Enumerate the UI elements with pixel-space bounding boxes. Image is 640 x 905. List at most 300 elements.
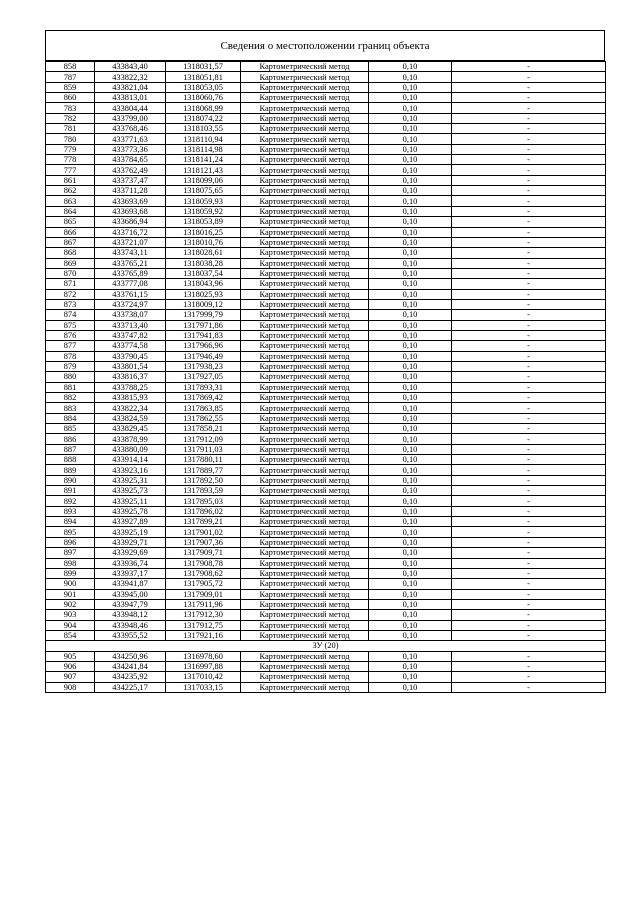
method-cell: Картометрический метод — [241, 155, 369, 165]
accuracy-cell: 0,10 — [369, 289, 452, 299]
accuracy-cell: 0,10 — [369, 93, 452, 103]
point-number: 866 — [46, 227, 95, 237]
accuracy-cell: 0,10 — [369, 186, 452, 196]
description-cell: - — [452, 144, 606, 154]
x-coordinate: 433747,82 — [95, 330, 166, 340]
method-cell: Картометрический метод — [241, 268, 369, 278]
coordinates-table — [45, 61, 606, 693]
x-coordinate: 433829,45 — [95, 424, 166, 434]
description-cell: - — [452, 661, 606, 671]
point-number: 874 — [46, 310, 95, 320]
method-cell: Картометрический метод — [241, 196, 369, 206]
description-cell: - — [452, 413, 606, 423]
y-coordinate: 1318060,76 — [166, 93, 241, 103]
table-row — [46, 217, 606, 227]
method-cell: Картометрический метод — [241, 682, 369, 692]
y-coordinate: 1317033,15 — [166, 682, 241, 692]
boundary-document — [45, 30, 605, 693]
table-row — [46, 610, 606, 620]
document-title: Сведения о местоположении границ объекта — [45, 30, 605, 61]
method-cell: Картометрический метод — [241, 299, 369, 309]
x-coordinate: 434250,96 — [95, 651, 166, 661]
table-row — [46, 527, 606, 537]
accuracy-cell: 0,10 — [369, 310, 452, 320]
y-coordinate: 1318037,54 — [166, 268, 241, 278]
x-coordinate: 433914,14 — [95, 455, 166, 465]
method-cell: Картометрический метод — [241, 610, 369, 620]
coordinates-body-section — [46, 651, 606, 692]
point-number: 865 — [46, 217, 95, 227]
accuracy-cell: 0,10 — [369, 672, 452, 682]
x-coordinate: 433693,69 — [95, 196, 166, 206]
method-cell: Картометрический метод — [241, 599, 369, 609]
description-cell: - — [452, 82, 606, 92]
y-coordinate: 1318053,05 — [166, 82, 241, 92]
y-coordinate: 1317912,30 — [166, 610, 241, 620]
method-cell: Картометрический метод — [241, 124, 369, 134]
method-cell: Картометрический метод — [241, 455, 369, 465]
accuracy-cell: 0,10 — [369, 568, 452, 578]
point-number: 899 — [46, 568, 95, 578]
description-cell: - — [452, 72, 606, 82]
description-cell: - — [452, 279, 606, 289]
x-coordinate: 433737,47 — [95, 175, 166, 185]
x-coordinate: 433936,74 — [95, 558, 166, 568]
point-number: 859 — [46, 82, 95, 92]
y-coordinate: 1317999,79 — [166, 310, 241, 320]
y-coordinate: 1317966,96 — [166, 341, 241, 351]
accuracy-cell: 0,10 — [369, 403, 452, 413]
y-coordinate: 1317908,62 — [166, 568, 241, 578]
table-row — [46, 403, 606, 413]
description-cell: - — [452, 299, 606, 309]
y-coordinate: 1317895,03 — [166, 496, 241, 506]
x-coordinate: 433773,36 — [95, 144, 166, 154]
y-coordinate: 1317896,02 — [166, 506, 241, 516]
point-number: 891 — [46, 486, 95, 496]
point-number: 906 — [46, 661, 95, 671]
description-cell: - — [452, 465, 606, 475]
y-coordinate: 1316978,60 — [166, 651, 241, 661]
point-number: 894 — [46, 517, 95, 527]
method-cell: Картометрический метод — [241, 672, 369, 682]
x-coordinate: 433743,11 — [95, 248, 166, 258]
x-coordinate: 433799,00 — [95, 113, 166, 123]
x-coordinate: 433693,68 — [95, 206, 166, 216]
point-number: 863 — [46, 196, 95, 206]
x-coordinate: 433762,49 — [95, 165, 166, 175]
point-number: 862 — [46, 186, 95, 196]
method-cell: Картометрический метод — [241, 568, 369, 578]
method-cell: Картометрический метод — [241, 175, 369, 185]
accuracy-cell: 0,10 — [369, 475, 452, 485]
description-cell: - — [452, 217, 606, 227]
method-cell: Картометрический метод — [241, 403, 369, 413]
accuracy-cell: 0,10 — [369, 610, 452, 620]
accuracy-cell: 0,10 — [369, 82, 452, 92]
table-row — [46, 455, 606, 465]
point-number: 901 — [46, 589, 95, 599]
method-cell: Картометрический метод — [241, 651, 369, 661]
accuracy-cell: 0,10 — [369, 165, 452, 175]
point-number: 875 — [46, 320, 95, 330]
description-cell: - — [452, 444, 606, 454]
accuracy-cell: 0,10 — [369, 496, 452, 506]
y-coordinate: 1318053,89 — [166, 217, 241, 227]
y-coordinate: 1317892,50 — [166, 475, 241, 485]
y-coordinate: 1317911,96 — [166, 599, 241, 609]
description-cell: - — [452, 227, 606, 237]
table-row — [46, 372, 606, 382]
y-coordinate: 1317869,42 — [166, 393, 241, 403]
x-coordinate: 433761,15 — [95, 289, 166, 299]
accuracy-cell: 0,10 — [369, 579, 452, 589]
accuracy-cell: 0,10 — [369, 589, 452, 599]
accuracy-cell: 0,10 — [369, 134, 452, 144]
table-row — [46, 93, 606, 103]
point-number: 883 — [46, 403, 95, 413]
x-coordinate: 433929,71 — [95, 537, 166, 547]
x-coordinate: 433804,44 — [95, 103, 166, 113]
y-coordinate: 1318068,99 — [166, 103, 241, 113]
x-coordinate: 433929,69 — [95, 548, 166, 558]
y-coordinate: 1317901,02 — [166, 527, 241, 537]
description-cell: - — [452, 258, 606, 268]
table-row — [46, 475, 606, 485]
table-row — [46, 424, 606, 434]
description-cell: - — [452, 486, 606, 496]
x-coordinate: 433948,12 — [95, 610, 166, 620]
table-row — [46, 589, 606, 599]
accuracy-cell: 0,10 — [369, 320, 452, 330]
x-coordinate: 433945,00 — [95, 589, 166, 599]
description-cell: - — [452, 496, 606, 506]
table-row — [46, 103, 606, 113]
y-coordinate: 1318103,55 — [166, 124, 241, 134]
point-number: 896 — [46, 537, 95, 547]
description-cell: - — [452, 351, 606, 361]
y-coordinate: 1317911,03 — [166, 444, 241, 454]
table-row — [46, 268, 606, 278]
method-cell: Картометрический метод — [241, 248, 369, 258]
section-label: ЗУ (20) — [46, 641, 606, 651]
accuracy-cell: 0,10 — [369, 527, 452, 537]
method-cell: Картометрический метод — [241, 537, 369, 547]
accuracy-cell: 0,10 — [369, 196, 452, 206]
accuracy-cell: 0,10 — [369, 206, 452, 216]
point-number: 783 — [46, 103, 95, 113]
description-cell: - — [452, 124, 606, 134]
description-cell: - — [452, 393, 606, 403]
method-cell: Картометрический метод — [241, 62, 369, 72]
method-cell: Картометрический метод — [241, 413, 369, 423]
accuracy-cell: 0,10 — [369, 537, 452, 547]
description-cell: - — [452, 382, 606, 392]
accuracy-cell: 0,10 — [369, 299, 452, 309]
description-cell: - — [452, 206, 606, 216]
table-row — [46, 289, 606, 299]
description-cell: - — [452, 268, 606, 278]
x-coordinate: 433788,25 — [95, 382, 166, 392]
table-row — [46, 165, 606, 175]
x-coordinate: 433927,89 — [95, 517, 166, 527]
point-number: 860 — [46, 93, 95, 103]
method-cell: Картометрический метод — [241, 661, 369, 671]
accuracy-cell: 0,10 — [369, 444, 452, 454]
method-cell: Картометрический метод — [241, 465, 369, 475]
accuracy-cell: 0,10 — [369, 434, 452, 444]
method-cell: Картометрический метод — [241, 113, 369, 123]
y-coordinate: 1317893,31 — [166, 382, 241, 392]
x-coordinate: 433765,89 — [95, 268, 166, 278]
y-coordinate: 1317880,11 — [166, 455, 241, 465]
accuracy-cell: 0,10 — [369, 351, 452, 361]
description-cell: - — [452, 672, 606, 682]
x-coordinate: 433790,45 — [95, 351, 166, 361]
point-number: 903 — [46, 610, 95, 620]
accuracy-cell: 0,10 — [369, 393, 452, 403]
accuracy-cell: 0,10 — [369, 548, 452, 558]
point-number: 895 — [46, 527, 95, 537]
accuracy-cell: 0,10 — [369, 103, 452, 113]
point-number: 854 — [46, 630, 95, 640]
point-number: 885 — [46, 424, 95, 434]
description-cell: - — [452, 599, 606, 609]
table-row — [46, 548, 606, 558]
description-cell: - — [452, 341, 606, 351]
table-row — [46, 248, 606, 258]
point-number: 893 — [46, 506, 95, 516]
point-number: 787 — [46, 72, 95, 82]
x-coordinate: 433923,16 — [95, 465, 166, 475]
table-row — [46, 517, 606, 527]
x-coordinate: 433765,21 — [95, 258, 166, 268]
description-cell: - — [452, 610, 606, 620]
y-coordinate: 1318038,28 — [166, 258, 241, 268]
description-cell: - — [452, 248, 606, 258]
x-coordinate: 433925,31 — [95, 475, 166, 485]
accuracy-cell: 0,10 — [369, 517, 452, 527]
x-coordinate: 433711,28 — [95, 186, 166, 196]
method-cell: Картометрический метод — [241, 258, 369, 268]
table-row — [46, 599, 606, 609]
description-cell: - — [452, 548, 606, 558]
table-row — [46, 341, 606, 351]
y-coordinate: 1318114,98 — [166, 144, 241, 154]
point-number: 867 — [46, 237, 95, 247]
x-coordinate: 433878,99 — [95, 434, 166, 444]
description-cell: - — [452, 103, 606, 113]
y-coordinate: 1317971,86 — [166, 320, 241, 330]
y-coordinate: 1317889,77 — [166, 465, 241, 475]
y-coordinate: 1317905,72 — [166, 579, 241, 589]
method-cell: Картометрический метод — [241, 486, 369, 496]
accuracy-cell: 0,10 — [369, 227, 452, 237]
accuracy-cell: 0,10 — [369, 144, 452, 154]
method-cell: Картометрический метод — [241, 351, 369, 361]
accuracy-cell: 0,10 — [369, 258, 452, 268]
x-coordinate: 433724,97 — [95, 299, 166, 309]
y-coordinate: 1317863,85 — [166, 403, 241, 413]
point-number: 878 — [46, 351, 95, 361]
y-coordinate: 1317912,75 — [166, 620, 241, 630]
x-coordinate: 433824,59 — [95, 413, 166, 423]
method-cell: Картометрический метод — [241, 579, 369, 589]
table-row — [46, 186, 606, 196]
method-cell: Картометрический метод — [241, 217, 369, 227]
table-row — [46, 434, 606, 444]
accuracy-cell: 0,10 — [369, 465, 452, 475]
x-coordinate: 433941,87 — [95, 579, 166, 589]
description-cell: - — [452, 455, 606, 465]
method-cell: Картометрический метод — [241, 134, 369, 144]
section-row — [46, 641, 606, 651]
point-number: 880 — [46, 372, 95, 382]
description-cell: - — [452, 330, 606, 340]
table-row — [46, 196, 606, 206]
table-row — [46, 175, 606, 185]
accuracy-cell: 0,10 — [369, 630, 452, 640]
y-coordinate: 1318059,92 — [166, 206, 241, 216]
table-row — [46, 361, 606, 371]
accuracy-cell: 0,10 — [369, 682, 452, 692]
y-coordinate: 1317862,55 — [166, 413, 241, 423]
description-cell: - — [452, 372, 606, 382]
y-coordinate: 1318009,12 — [166, 299, 241, 309]
method-cell: Картометрический метод — [241, 475, 369, 485]
accuracy-cell: 0,10 — [369, 113, 452, 123]
method-cell: Картометрический метод — [241, 620, 369, 630]
description-cell: - — [452, 196, 606, 206]
x-coordinate: 433686,94 — [95, 217, 166, 227]
method-cell: Картометрический метод — [241, 444, 369, 454]
description-cell: - — [452, 175, 606, 185]
description-cell: - — [452, 310, 606, 320]
description-cell: - — [452, 651, 606, 661]
y-coordinate: 1318010,76 — [166, 237, 241, 247]
y-coordinate: 1317921,16 — [166, 630, 241, 640]
description-cell: - — [452, 289, 606, 299]
y-coordinate: 1318043,96 — [166, 279, 241, 289]
accuracy-cell: 0,10 — [369, 341, 452, 351]
table-row — [46, 506, 606, 516]
y-coordinate: 1317908,78 — [166, 558, 241, 568]
accuracy-cell: 0,10 — [369, 62, 452, 72]
table-row — [46, 237, 606, 247]
method-cell: Картометрический метод — [241, 548, 369, 558]
table-row — [46, 661, 606, 671]
table-row — [46, 486, 606, 496]
section-header — [46, 641, 606, 651]
y-coordinate: 1318031,57 — [166, 62, 241, 72]
point-number: 904 — [46, 620, 95, 630]
point-number: 889 — [46, 465, 95, 475]
x-coordinate: 433813,01 — [95, 93, 166, 103]
table-row — [46, 579, 606, 589]
point-number: 890 — [46, 475, 95, 485]
point-number: 905 — [46, 651, 95, 661]
y-coordinate: 1318016,25 — [166, 227, 241, 237]
table-row — [46, 62, 606, 72]
y-coordinate: 1317912,09 — [166, 434, 241, 444]
accuracy-cell: 0,10 — [369, 424, 452, 434]
y-coordinate: 1318121,43 — [166, 165, 241, 175]
method-cell: Картометрический метод — [241, 206, 369, 216]
y-coordinate: 1318051,81 — [166, 72, 241, 82]
x-coordinate: 433955,52 — [95, 630, 166, 640]
description-cell: - — [452, 517, 606, 527]
table-row — [46, 258, 606, 268]
point-number: 780 — [46, 134, 95, 144]
description-cell: - — [452, 579, 606, 589]
point-number: 870 — [46, 268, 95, 278]
y-coordinate: 1317899,21 — [166, 517, 241, 527]
description-cell: - — [452, 506, 606, 516]
method-cell: Картометрический метод — [241, 320, 369, 330]
description-cell: - — [452, 134, 606, 144]
method-cell: Картометрический метод — [241, 186, 369, 196]
description-cell: - — [452, 475, 606, 485]
x-coordinate: 433801,54 — [95, 361, 166, 371]
accuracy-cell: 0,10 — [369, 372, 452, 382]
y-coordinate: 1318141,24 — [166, 155, 241, 165]
point-number: 882 — [46, 393, 95, 403]
point-number: 864 — [46, 206, 95, 216]
description-cell: - — [452, 113, 606, 123]
method-cell: Картометрический метод — [241, 227, 369, 237]
x-coordinate: 434241,84 — [95, 661, 166, 671]
description-cell: - — [452, 589, 606, 599]
accuracy-cell: 0,10 — [369, 455, 452, 465]
point-number: 881 — [46, 382, 95, 392]
description-cell: - — [452, 403, 606, 413]
table-row — [46, 465, 606, 475]
accuracy-cell: 0,10 — [369, 558, 452, 568]
point-number: 871 — [46, 279, 95, 289]
method-cell: Картометрический метод — [241, 630, 369, 640]
point-number: 872 — [46, 289, 95, 299]
table-row — [46, 279, 606, 289]
accuracy-cell: 0,10 — [369, 620, 452, 630]
point-number: 902 — [46, 599, 95, 609]
method-cell: Картометрический метод — [241, 330, 369, 340]
method-cell: Картометрический метод — [241, 517, 369, 527]
table-row — [46, 630, 606, 640]
description-cell: - — [452, 93, 606, 103]
table-row — [46, 144, 606, 154]
x-coordinate: 433925,73 — [95, 486, 166, 496]
table-row — [46, 155, 606, 165]
point-number: 868 — [46, 248, 95, 258]
table-row — [46, 299, 606, 309]
x-coordinate: 433822,34 — [95, 403, 166, 413]
point-number: 858 — [46, 62, 95, 72]
method-cell: Картометрический метод — [241, 393, 369, 403]
table-row — [46, 134, 606, 144]
method-cell: Картометрический метод — [241, 341, 369, 351]
x-coordinate: 433784,65 — [95, 155, 166, 165]
accuracy-cell: 0,10 — [369, 361, 452, 371]
description-cell: - — [452, 434, 606, 444]
point-number: 900 — [46, 579, 95, 589]
method-cell: Картометрический метод — [241, 289, 369, 299]
method-cell: Картометрический метод — [241, 279, 369, 289]
table-row — [46, 496, 606, 506]
accuracy-cell: 0,10 — [369, 217, 452, 227]
description-cell: - — [452, 620, 606, 630]
y-coordinate: 1317858,21 — [166, 424, 241, 434]
description-cell: - — [452, 424, 606, 434]
